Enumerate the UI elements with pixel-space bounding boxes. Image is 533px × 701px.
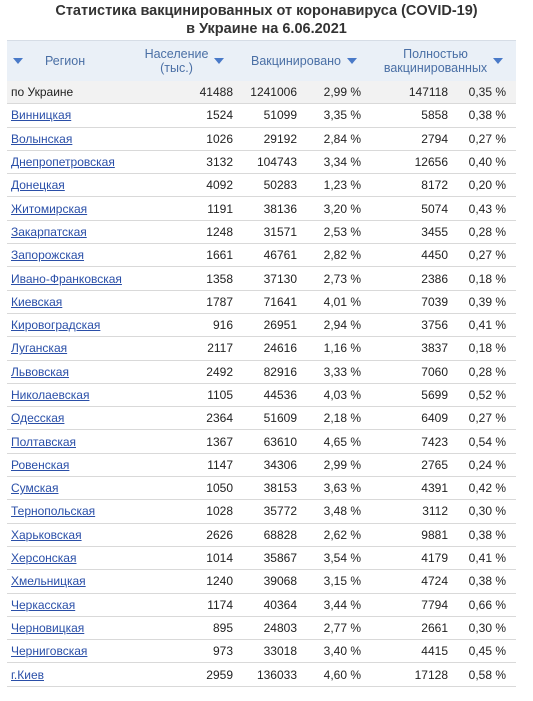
fully-vaccinated-percent-cell: 0,38 % bbox=[452, 523, 516, 546]
fully-vaccinated-percent-cell: 0,66 % bbox=[452, 593, 516, 616]
region-cell bbox=[7, 407, 132, 430]
vaccinated-cell: 38136 bbox=[237, 197, 301, 220]
population-cell: 1524 bbox=[132, 104, 237, 127]
vaccinated-cell: 34306 bbox=[237, 453, 301, 476]
fully-vaccinated-cell: 2794 bbox=[371, 127, 452, 150]
vaccinated-cell: 26951 bbox=[237, 313, 301, 336]
vaccinated-percent-cell: 2,62 % bbox=[301, 523, 371, 546]
table-row bbox=[7, 360, 516, 383]
vaccinated-percent-cell: 4,65 % bbox=[301, 430, 371, 453]
population-cell: 2959 bbox=[132, 663, 237, 686]
fully-vaccinated-cell: 3455 bbox=[371, 220, 452, 243]
vaccinated-cell: 82916 bbox=[237, 360, 301, 383]
fully-vaccinated-cell: 3837 bbox=[371, 337, 452, 360]
population-cell: 973 bbox=[132, 640, 237, 663]
fully-vaccinated-cell: 3756 bbox=[371, 313, 452, 336]
fully-vaccinated-cell: 4724 bbox=[371, 570, 452, 593]
page-title bbox=[0, 0, 533, 40]
region-cell bbox=[7, 616, 132, 639]
column-header-full-label bbox=[384, 47, 487, 75]
fully-vaccinated-percent-cell: 0,58 % bbox=[452, 663, 516, 686]
vaccinated-percent-cell: 4,03 % bbox=[301, 383, 371, 406]
vaccinated-percent-cell: 3,20 % bbox=[301, 197, 371, 220]
vaccinated-percent-cell: 2,18 % bbox=[301, 407, 371, 430]
region-link[interactable]: Черниговская bbox=[11, 644, 88, 659]
vaccinated-percent-cell: 3,40 % bbox=[301, 640, 371, 663]
vaccinated-cell: 31571 bbox=[237, 220, 301, 243]
fully-vaccinated-percent-cell: 0,41 % bbox=[452, 546, 516, 569]
population-cell: 1240 bbox=[132, 570, 237, 593]
region-cell bbox=[7, 523, 132, 546]
population-cell: 2626 bbox=[132, 523, 237, 546]
table-row bbox=[7, 197, 516, 220]
column-header-population-label bbox=[145, 47, 209, 75]
population-cell: 1661 bbox=[132, 244, 237, 267]
population-cell: 1191 bbox=[132, 197, 237, 220]
vaccinated-percent-cell: 3,35 % bbox=[301, 104, 371, 127]
region-link[interactable]: Полтавская bbox=[11, 434, 76, 449]
sort-down-icon[interactable] bbox=[214, 58, 224, 64]
table-row bbox=[7, 244, 516, 267]
vaccinated-percent-cell: 2,94 % bbox=[301, 313, 371, 336]
fully-vaccinated-cell: 17128 bbox=[371, 663, 452, 686]
population-cell: 1026 bbox=[132, 127, 237, 150]
vaccinated-cell: 51609 bbox=[237, 407, 301, 430]
table-row bbox=[7, 477, 516, 500]
title-line-1: Статистика вакцинированных от коронавируса (COVID-19) bbox=[55, 3, 478, 19]
vaccinated-percent-cell: 2,82 % bbox=[301, 244, 371, 267]
region-link[interactable]: Одесская bbox=[11, 411, 65, 426]
table-row bbox=[7, 337, 516, 360]
fully-vaccinated-percent-cell: 0,35 % bbox=[452, 81, 516, 104]
table-row bbox=[7, 174, 516, 197]
column-header-vaccinated-label: Вакцинировано bbox=[251, 54, 341, 68]
table-row bbox=[7, 383, 516, 406]
fully-vaccinated-cell: 3112 bbox=[371, 500, 452, 523]
vaccinated-cell: 24616 bbox=[237, 337, 301, 360]
region-cell bbox=[7, 174, 132, 197]
title-line-2: в Украине на 6.06.2021 bbox=[186, 21, 347, 37]
fully-vaccinated-cell: 5074 bbox=[371, 197, 452, 220]
vaccinated-percent-cell: 1,23 % bbox=[301, 174, 371, 197]
vaccinated-cell: 29192 bbox=[237, 127, 301, 150]
region-link[interactable]: Сумская bbox=[11, 481, 59, 496]
region-cell bbox=[7, 290, 132, 313]
population-cell: 1147 bbox=[132, 453, 237, 476]
vaccinated-percent-cell: 3,34 % bbox=[301, 150, 371, 173]
region-cell bbox=[7, 430, 132, 453]
fully-vaccinated-percent-cell: 0,45 % bbox=[452, 640, 516, 663]
region-link[interactable]: Харьковская bbox=[11, 527, 82, 542]
table-row bbox=[7, 546, 516, 569]
population-cell: 895 bbox=[132, 616, 237, 639]
population-cell: 1105 bbox=[132, 383, 237, 406]
vaccinated-cell: 40364 bbox=[237, 593, 301, 616]
region-cell bbox=[7, 663, 132, 686]
table-row bbox=[7, 127, 516, 150]
table-row bbox=[7, 640, 516, 663]
vaccinated-cell: 1241006 bbox=[237, 81, 301, 104]
table-row bbox=[7, 220, 516, 243]
fully-vaccinated-percent-cell: 0,24 % bbox=[452, 453, 516, 476]
region-link[interactable]: Киевская bbox=[11, 294, 63, 309]
fully-vaccinated-cell: 7060 bbox=[371, 360, 452, 383]
region-link[interactable]: Запорожская bbox=[11, 248, 85, 263]
region-link[interactable]: Луганская bbox=[11, 341, 68, 356]
vaccinated-percent-cell: 2,53 % bbox=[301, 220, 371, 243]
region-cell bbox=[7, 570, 132, 593]
vaccinated-cell: 24803 bbox=[237, 616, 301, 639]
vaccinated-cell: 51099 bbox=[237, 104, 301, 127]
region-cell bbox=[7, 150, 132, 173]
fully-vaccinated-cell: 9881 bbox=[371, 523, 452, 546]
vaccination-table bbox=[7, 40, 516, 687]
fully-vaccinated-percent-cell: 0,27 % bbox=[452, 407, 516, 430]
region-name: по Украине bbox=[11, 85, 74, 100]
region-link[interactable]: Закарпатская bbox=[11, 224, 87, 239]
region-link[interactable]: Львовская bbox=[11, 364, 69, 379]
fully-vaccinated-cell: 2765 bbox=[371, 453, 452, 476]
population-cell: 2117 bbox=[132, 337, 237, 360]
vaccinated-cell: 35867 bbox=[237, 546, 301, 569]
full-label-line1: Полностью bbox=[403, 47, 468, 61]
fully-vaccinated-cell: 7039 bbox=[371, 290, 452, 313]
vaccinated-percent-cell: 3,54 % bbox=[301, 546, 371, 569]
region-cell bbox=[7, 593, 132, 616]
fully-vaccinated-percent-cell: 0,28 % bbox=[452, 360, 516, 383]
vaccinated-cell: 104743 bbox=[237, 150, 301, 173]
fully-vaccinated-percent-cell: 0,30 % bbox=[452, 500, 516, 523]
region-link[interactable]: Волынская bbox=[11, 131, 73, 146]
vaccinated-percent-cell: 4,01 % bbox=[301, 290, 371, 313]
fully-vaccinated-percent-cell: 0,30 % bbox=[452, 616, 516, 639]
fully-vaccinated-percent-cell: 0,18 % bbox=[452, 267, 516, 290]
fully-vaccinated-cell: 5699 bbox=[371, 383, 452, 406]
fully-vaccinated-cell: 12656 bbox=[371, 150, 452, 173]
population-cell: 1174 bbox=[132, 593, 237, 616]
region-cell bbox=[7, 383, 132, 406]
vaccinated-cell: 35772 bbox=[237, 500, 301, 523]
fully-vaccinated-cell: 2386 bbox=[371, 267, 452, 290]
table-row bbox=[7, 570, 516, 593]
table-row bbox=[7, 104, 516, 127]
full-label-line2: вакцинированных bbox=[383, 61, 488, 75]
region-link[interactable]: Тернопольская bbox=[11, 504, 96, 519]
table-row bbox=[7, 430, 516, 453]
vaccinated-cell: 46761 bbox=[237, 244, 301, 267]
table-body bbox=[7, 81, 516, 686]
vaccinated-percent-cell: 4,60 % bbox=[301, 663, 371, 686]
region-link[interactable]: Черкасская bbox=[11, 597, 76, 612]
region-link[interactable]: Донецкая bbox=[11, 178, 65, 193]
vaccinated-cell: 33018 bbox=[237, 640, 301, 663]
table-row-total bbox=[7, 81, 516, 104]
table-row bbox=[7, 267, 516, 290]
table-row bbox=[7, 523, 516, 546]
sort-down-icon[interactable] bbox=[347, 58, 357, 64]
fully-vaccinated-cell: 2661 bbox=[371, 616, 452, 639]
column-header-vaccinated[interactable] bbox=[237, 41, 371, 82]
fully-vaccinated-cell: 7423 bbox=[371, 430, 452, 453]
column-header-population[interactable] bbox=[132, 41, 237, 82]
vaccinated-percent-cell: 2,99 % bbox=[301, 81, 371, 104]
vaccinated-cell: 38153 bbox=[237, 477, 301, 500]
region-link[interactable]: Ивано-Франковская bbox=[11, 271, 122, 286]
region-link[interactable]: Черновицкая bbox=[11, 620, 85, 635]
vaccinated-cell: 50283 bbox=[237, 174, 301, 197]
vaccinated-cell: 37130 bbox=[237, 267, 301, 290]
fully-vaccinated-cell: 8172 bbox=[371, 174, 452, 197]
population-cell: 1248 bbox=[132, 220, 237, 243]
vaccinated-percent-cell: 3,15 % bbox=[301, 570, 371, 593]
region-cell bbox=[7, 81, 132, 104]
sort-down-icon[interactable] bbox=[493, 58, 503, 64]
region-cell bbox=[7, 313, 132, 336]
region-link[interactable]: Кировоградская bbox=[11, 318, 101, 333]
table-header bbox=[7, 41, 516, 82]
fully-vaccinated-cell: 5858 bbox=[371, 104, 452, 127]
fully-vaccinated-percent-cell: 0,38 % bbox=[452, 570, 516, 593]
fully-vaccinated-percent-cell: 0,27 % bbox=[452, 244, 516, 267]
vaccinated-percent-cell: 3,63 % bbox=[301, 477, 371, 500]
region-link[interactable]: Херсонская bbox=[11, 551, 77, 566]
population-cell: 1787 bbox=[132, 290, 237, 313]
table-row bbox=[7, 407, 516, 430]
table-row bbox=[7, 593, 516, 616]
vaccinated-percent-cell: 2,99 % bbox=[301, 453, 371, 476]
region-cell bbox=[7, 360, 132, 383]
vaccinated-percent-cell: 2,77 % bbox=[301, 616, 371, 639]
fully-vaccinated-cell: 147118 bbox=[371, 81, 452, 104]
sort-down-icon[interactable] bbox=[13, 58, 23, 64]
region-link[interactable]: г.Киев bbox=[11, 667, 44, 682]
region-cell bbox=[7, 104, 132, 127]
fully-vaccinated-percent-cell: 0,20 % bbox=[452, 174, 516, 197]
population-cell: 1358 bbox=[132, 267, 237, 290]
fully-vaccinated-cell: 4415 bbox=[371, 640, 452, 663]
fully-vaccinated-percent-cell: 0,27 % bbox=[452, 127, 516, 150]
table-row bbox=[7, 616, 516, 639]
region-cell bbox=[7, 244, 132, 267]
table-row bbox=[7, 313, 516, 336]
population-label-line1: Население bbox=[144, 47, 209, 61]
column-header-region-label: Регион bbox=[45, 54, 86, 68]
vaccinated-cell: 44536 bbox=[237, 383, 301, 406]
vaccinated-percent-cell: 2,84 % bbox=[301, 127, 371, 150]
table-row bbox=[7, 500, 516, 523]
fully-vaccinated-cell: 4391 bbox=[371, 477, 452, 500]
table-row bbox=[7, 290, 516, 313]
fully-vaccinated-percent-cell: 0,41 % bbox=[452, 313, 516, 336]
region-cell bbox=[7, 127, 132, 150]
region-cell bbox=[7, 477, 132, 500]
region-link[interactable]: Николаевская bbox=[11, 388, 90, 402]
region-link[interactable]: Житомирская bbox=[11, 201, 88, 216]
population-cell: 2492 bbox=[132, 360, 237, 383]
vaccinated-cell: 39068 bbox=[237, 570, 301, 593]
vaccinated-percent-cell: 3,48 % bbox=[301, 500, 371, 523]
region-link[interactable]: Днепропетровская bbox=[11, 155, 115, 170]
vaccinated-percent-cell: 2,73 % bbox=[301, 267, 371, 290]
population-cell: 4092 bbox=[132, 174, 237, 197]
population-cell: 1367 bbox=[132, 430, 237, 453]
fully-vaccinated-cell: 7794 bbox=[371, 593, 452, 616]
region-cell bbox=[7, 546, 132, 569]
fully-vaccinated-percent-cell: 0,54 % bbox=[452, 430, 516, 453]
region-cell bbox=[7, 453, 132, 476]
population-cell: 3132 bbox=[132, 150, 237, 173]
vaccinated-cell: 68828 bbox=[237, 523, 301, 546]
region-cell bbox=[7, 500, 132, 523]
fully-vaccinated-percent-cell: 0,39 % bbox=[452, 290, 516, 313]
population-label-line2: (тыс.) bbox=[160, 61, 193, 75]
population-cell: 1014 bbox=[132, 546, 237, 569]
region-link[interactable]: Хмельницкая bbox=[11, 574, 86, 589]
vaccinated-percent-cell: 1,16 % bbox=[301, 337, 371, 360]
population-cell: 916 bbox=[132, 313, 237, 336]
table-row bbox=[7, 663, 516, 686]
vaccinated-cell: 63610 bbox=[237, 430, 301, 453]
fully-vaccinated-percent-cell: 0,40 % bbox=[452, 150, 516, 173]
population-cell: 1050 bbox=[132, 477, 237, 500]
column-header-fully-vaccinated[interactable] bbox=[371, 41, 516, 82]
vaccinated-percent-cell: 3,44 % bbox=[301, 593, 371, 616]
fully-vaccinated-percent-cell: 0,52 % bbox=[452, 383, 516, 406]
fully-vaccinated-cell: 4179 bbox=[371, 546, 452, 569]
table-row bbox=[7, 150, 516, 173]
fully-vaccinated-percent-cell: 0,43 % bbox=[452, 197, 516, 220]
fully-vaccinated-percent-cell: 0,42 % bbox=[452, 477, 516, 500]
population-cell: 1028 bbox=[132, 500, 237, 523]
column-header-region[interactable] bbox=[7, 41, 132, 82]
fully-vaccinated-percent-cell: 0,38 % bbox=[452, 104, 516, 127]
region-cell bbox=[7, 337, 132, 360]
fully-vaccinated-percent-cell: 0,18 % bbox=[452, 337, 516, 360]
vaccinated-percent-cell: 3,33 % bbox=[301, 360, 371, 383]
population-cell: 41488 bbox=[132, 81, 237, 104]
table-row bbox=[7, 453, 516, 476]
vaccinated-cell: 136033 bbox=[237, 663, 301, 686]
region-link[interactable]: Ровенская bbox=[11, 457, 70, 472]
fully-vaccinated-cell: 4450 bbox=[371, 244, 452, 267]
region-link[interactable]: Винницкая bbox=[11, 108, 72, 123]
region-cell bbox=[7, 220, 132, 243]
fully-vaccinated-cell: 6409 bbox=[371, 407, 452, 430]
region-cell bbox=[7, 640, 132, 663]
vaccinated-cell: 71641 bbox=[237, 290, 301, 313]
population-cell: 2364 bbox=[132, 407, 237, 430]
region-cell bbox=[7, 197, 132, 220]
region-cell bbox=[7, 267, 132, 290]
fully-vaccinated-percent-cell: 0,28 % bbox=[452, 220, 516, 243]
